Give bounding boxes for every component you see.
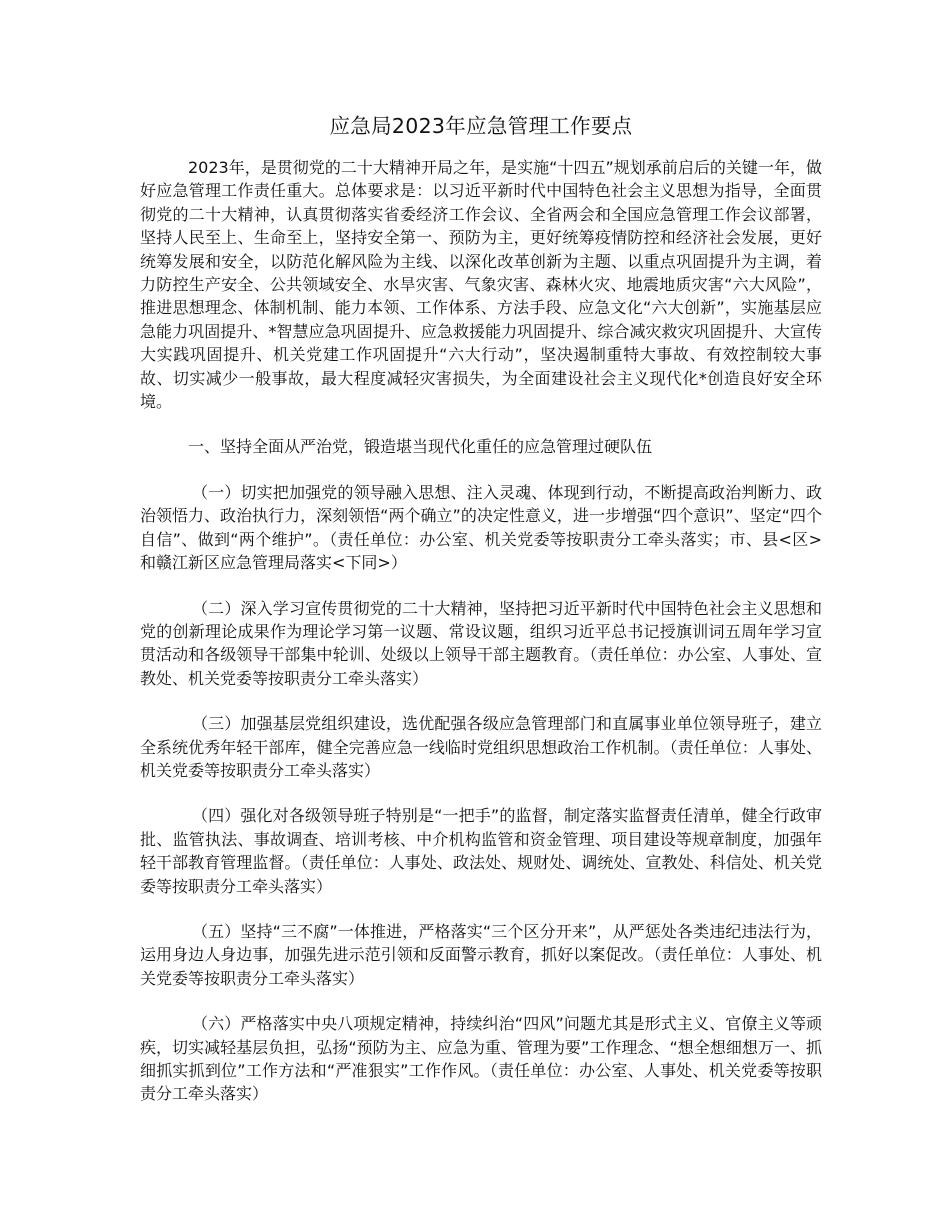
document-page [140, 110, 822, 1128]
work-item-3: （三）加强基层党组织建设，选优配强各级应急管理部门和直属事业单位领导班子，建立全系统优秀年轻干部库，健全完善应急一线临时党组织思想政治工作机制。（责任单位：人事处、机关党委等按职责分工牵头落实） [140, 714, 822, 780]
work-item-2: （二）深入学习宣传贯彻党的二十大精神，坚持把习近平新时代中国特色社会主义思想和党的创新理论成果作为理论学习第一议题、常设议题，组织习近平总书记授旗训词五周年学习宣贯活动和各级领导干部集中轮训、处级以上领导干部主题教育。（责任单位：办公室、人事处、宣教处、机关党委等按职责分工牵头落实） [140, 598, 822, 688]
work-item-4: （四）强化对各级领导班子特别是“一把手”的监督，制定落实监督责任清单，健全行政审批、监管执法、事故调查、培训考核、中介机构监管和资金管理、项目建设等规章制度，加强年轻干部教育管理监督。（责任单位：人事处、政法处、规财处、调统处、宣教处、科信处、机关党委等按职责分工牵头落实） [140, 806, 822, 896]
intro-paragraph: 2023年，是贯彻党的二十大精神开局之年，是实施“十四五”规划承前启后的关键一年，做好应急管理工作责任重大。总体要求是：以习近平新时代中国特色社会主义思想为指导，全面贯彻党的二十大精神，认真贯彻落实省委经济工作会议、全省两会和全国应急管理工作会议部署，坚持人民至上、生命至上，坚持安全第一、预防为主，更好统筹疫情防控和经济社会发展，更好统筹发展和安全，以防范化解风险为主线、以深化改革创新为主题、以重点巩固提升为主调，着力防控生产安全、公共领域安全、水旱灾害、气象灾害、森林火灾、地震地质灾害“六大风险”，推进思想理念、体制机制、能力本领、工作体系、方法手段、应急文化“六大创新”，实施基层应急能力巩固提升、*智慧应急巩固提升、应急救援能力巩固提升、综合减灾救灾巩固提升、大宣传大实践巩固提升、机关党建工作巩固提升“六大行动”，坚决遏制重特大事故、有效控制较大事故、切实减少一般事故，最大程度减轻灾害损失，为全面建设社会主义现代化*创造良好安全环境。 [140, 158, 822, 412]
work-item-6: （六）严格落实中央八项规定精神，持续纠治“四风”问题尤其是形式主义、官僚主义等顽疾，切实减轻基层负担，弘扬“预防为主、应急为重、管理为要”工作理念、“想全想细想万一、抓细抓实抓到位”工作方法和“严准狠实”工作作风。（责任单位：办公室、人事处、机关党委等按职责分工牵头落实） [140, 1014, 822, 1104]
work-item-1: （一）切实把加强党的领导融入思想、注入灵魂、体现到行动，不断提高政治判断力、政治领悟力、政治执行力，深刻领悟“两个确立”的决定性意义，进一步增强“四个意识”、坚定“四个自信”、做到“两个维护”。（责任单位：办公室、机关党委等按职责分工牵头落实；市、县<区>和赣江新区应急管理局落实<下同>） [140, 482, 822, 573]
work-item-5: （五）坚持“三不腐”一体推进，严格落实“三个区分开来”，从严惩处各类违纪违法行为，运用身边人身边事，加强先进示范引领和反面警示教育，抓好以案促改。（责任单位：人事处、机关党委等按职责分工牵头落实） [140, 921, 822, 988]
document-title: 应急局2023年应急管理工作要点 [329, 114, 633, 138]
section-heading: 一、坚持全面从严治党，锻造堪当现代化重任的应急管理过硬队伍 [188, 437, 653, 457]
